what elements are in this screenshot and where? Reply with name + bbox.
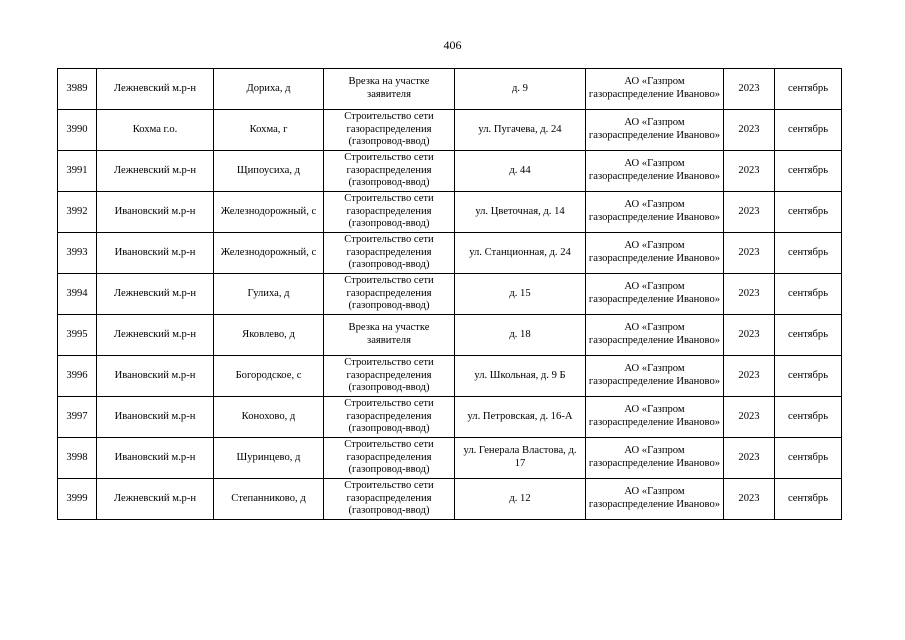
table-row	[58, 479, 842, 520]
address-cell: ул. Пугачева, д. 24	[455, 110, 586, 151]
row-number-cell: 3991	[58, 151, 97, 192]
organization-cell: АО «Газпром газораспределение Иваново»	[586, 110, 724, 151]
row-number-cell: 3990	[58, 110, 97, 151]
district-cell: Лежневский м.р-н	[97, 69, 214, 110]
table-row	[58, 151, 842, 192]
row-number-cell: 3998	[58, 438, 97, 479]
address-cell: ул. Цветочная, д. 14	[455, 192, 586, 233]
organization-cell: АО «Газпром газораспределение Иваново»	[586, 151, 724, 192]
locality-cell: Шуринцево, д	[214, 438, 324, 479]
year-cell: 2023	[724, 192, 775, 233]
year-cell: 2023	[724, 233, 775, 274]
address-cell: д. 12	[455, 479, 586, 520]
work-type-cell: Врезка на участке заявителя	[324, 69, 455, 110]
row-number-cell: 3995	[58, 315, 97, 356]
year-cell: 2023	[724, 315, 775, 356]
table-row	[58, 274, 842, 315]
work-type-cell: Строительство сети газораспределения (газопровод-ввод)	[324, 438, 455, 479]
year-cell: 2023	[724, 397, 775, 438]
district-cell: Лежневский м.р-н	[97, 479, 214, 520]
work-type-cell: Врезка на участке заявителя	[324, 315, 455, 356]
address-cell: д. 9	[455, 69, 586, 110]
locality-cell: Богородское, с	[214, 356, 324, 397]
district-cell: Кохма г.о.	[97, 110, 214, 151]
row-number-cell: 3994	[58, 274, 97, 315]
year-cell: 2023	[724, 356, 775, 397]
locality-cell: Гулиха, д	[214, 274, 324, 315]
district-cell: Ивановский м.р-н	[97, 397, 214, 438]
month-cell: сентябрь	[775, 315, 842, 356]
district-cell: Ивановский м.р-н	[97, 356, 214, 397]
work-type-cell: Строительство сети газораспределения (газопровод-ввод)	[324, 233, 455, 274]
year-cell: 2023	[724, 151, 775, 192]
work-type-cell: Строительство сети газораспределения (газопровод-ввод)	[324, 397, 455, 438]
row-number-cell: 3996	[58, 356, 97, 397]
locality-cell: Дориха, д	[214, 69, 324, 110]
work-type-cell: Строительство сети газораспределения (газопровод-ввод)	[324, 356, 455, 397]
district-cell: Ивановский м.р-н	[97, 438, 214, 479]
locality-cell: Кохма, г	[214, 110, 324, 151]
year-cell: 2023	[724, 69, 775, 110]
organization-cell: АО «Газпром газораспределение Иваново»	[586, 192, 724, 233]
locality-cell: Степанниково, д	[214, 479, 324, 520]
work-type-cell: Строительство сети газораспределения (газопровод-ввод)	[324, 110, 455, 151]
organization-cell: АО «Газпром газораспределение Иваново»	[586, 479, 724, 520]
month-cell: сентябрь	[775, 397, 842, 438]
gasification-table	[57, 68, 842, 520]
month-cell: сентябрь	[775, 479, 842, 520]
address-cell: ул. Станционная, д. 24	[455, 233, 586, 274]
locality-cell: Железнодорожный, с	[214, 233, 324, 274]
table-row	[58, 397, 842, 438]
address-cell: ул. Петровская, д. 16-А	[455, 397, 586, 438]
month-cell: сентябрь	[775, 233, 842, 274]
district-cell: Лежневский м.р-н	[97, 274, 214, 315]
district-cell: Лежневский м.р-н	[97, 151, 214, 192]
organization-cell: АО «Газпром газораспределение Иваново»	[586, 397, 724, 438]
table-row	[58, 69, 842, 110]
table-row	[58, 192, 842, 233]
month-cell: сентябрь	[775, 192, 842, 233]
work-type-cell: Строительство сети газораспределения (газопровод-ввод)	[324, 192, 455, 233]
month-cell: сентябрь	[775, 274, 842, 315]
month-cell: сентябрь	[775, 438, 842, 479]
work-type-cell: Строительство сети газораспределения (газопровод-ввод)	[324, 151, 455, 192]
organization-cell: АО «Газпром газораспределение Иваново»	[586, 356, 724, 397]
table-row	[58, 110, 842, 151]
locality-cell: Железнодорожный, с	[214, 192, 324, 233]
address-cell: д. 15	[455, 274, 586, 315]
locality-cell: Конохово, д	[214, 397, 324, 438]
address-cell: ул. Школьная, д. 9 Б	[455, 356, 586, 397]
district-cell: Лежневский м.р-н	[97, 315, 214, 356]
year-cell: 2023	[724, 438, 775, 479]
district-cell: Ивановский м.р-н	[97, 233, 214, 274]
locality-cell: Яковлево, д	[214, 315, 324, 356]
month-cell: сентябрь	[775, 151, 842, 192]
address-cell: д. 18	[455, 315, 586, 356]
row-number-cell: 3993	[58, 233, 97, 274]
work-type-cell: Строительство сети газораспределения (газопровод-ввод)	[324, 274, 455, 315]
table-row	[58, 233, 842, 274]
organization-cell: АО «Газпром газораспределение Иваново»	[586, 438, 724, 479]
month-cell: сентябрь	[775, 356, 842, 397]
year-cell: 2023	[724, 110, 775, 151]
month-cell: сентябрь	[775, 69, 842, 110]
table-row	[58, 438, 842, 479]
district-cell: Ивановский м.р-н	[97, 192, 214, 233]
organization-cell: АО «Газпром газораспределение Иваново»	[586, 69, 724, 110]
year-cell: 2023	[724, 274, 775, 315]
table-body	[58, 69, 842, 520]
month-cell: сентябрь	[775, 110, 842, 151]
row-number-cell: 3989	[58, 69, 97, 110]
address-cell: ул. Генерала Властова, д. 17	[455, 438, 586, 479]
page-number: 406	[443, 38, 462, 52]
organization-cell: АО «Газпром газораспределение Иваново»	[586, 315, 724, 356]
locality-cell: Щипоусиха, д	[214, 151, 324, 192]
address-cell: д. 44	[455, 151, 586, 192]
row-number-cell: 3997	[58, 397, 97, 438]
year-cell: 2023	[724, 479, 775, 520]
work-type-cell: Строительство сети газораспределения (газопровод-ввод)	[324, 479, 455, 520]
table-row	[58, 315, 842, 356]
table-row	[58, 356, 842, 397]
row-number-cell: 3992	[58, 192, 97, 233]
row-number-cell: 3999	[58, 479, 97, 520]
organization-cell: АО «Газпром газораспределение Иваново»	[586, 274, 724, 315]
organization-cell: АО «Газпром газораспределение Иваново»	[586, 233, 724, 274]
